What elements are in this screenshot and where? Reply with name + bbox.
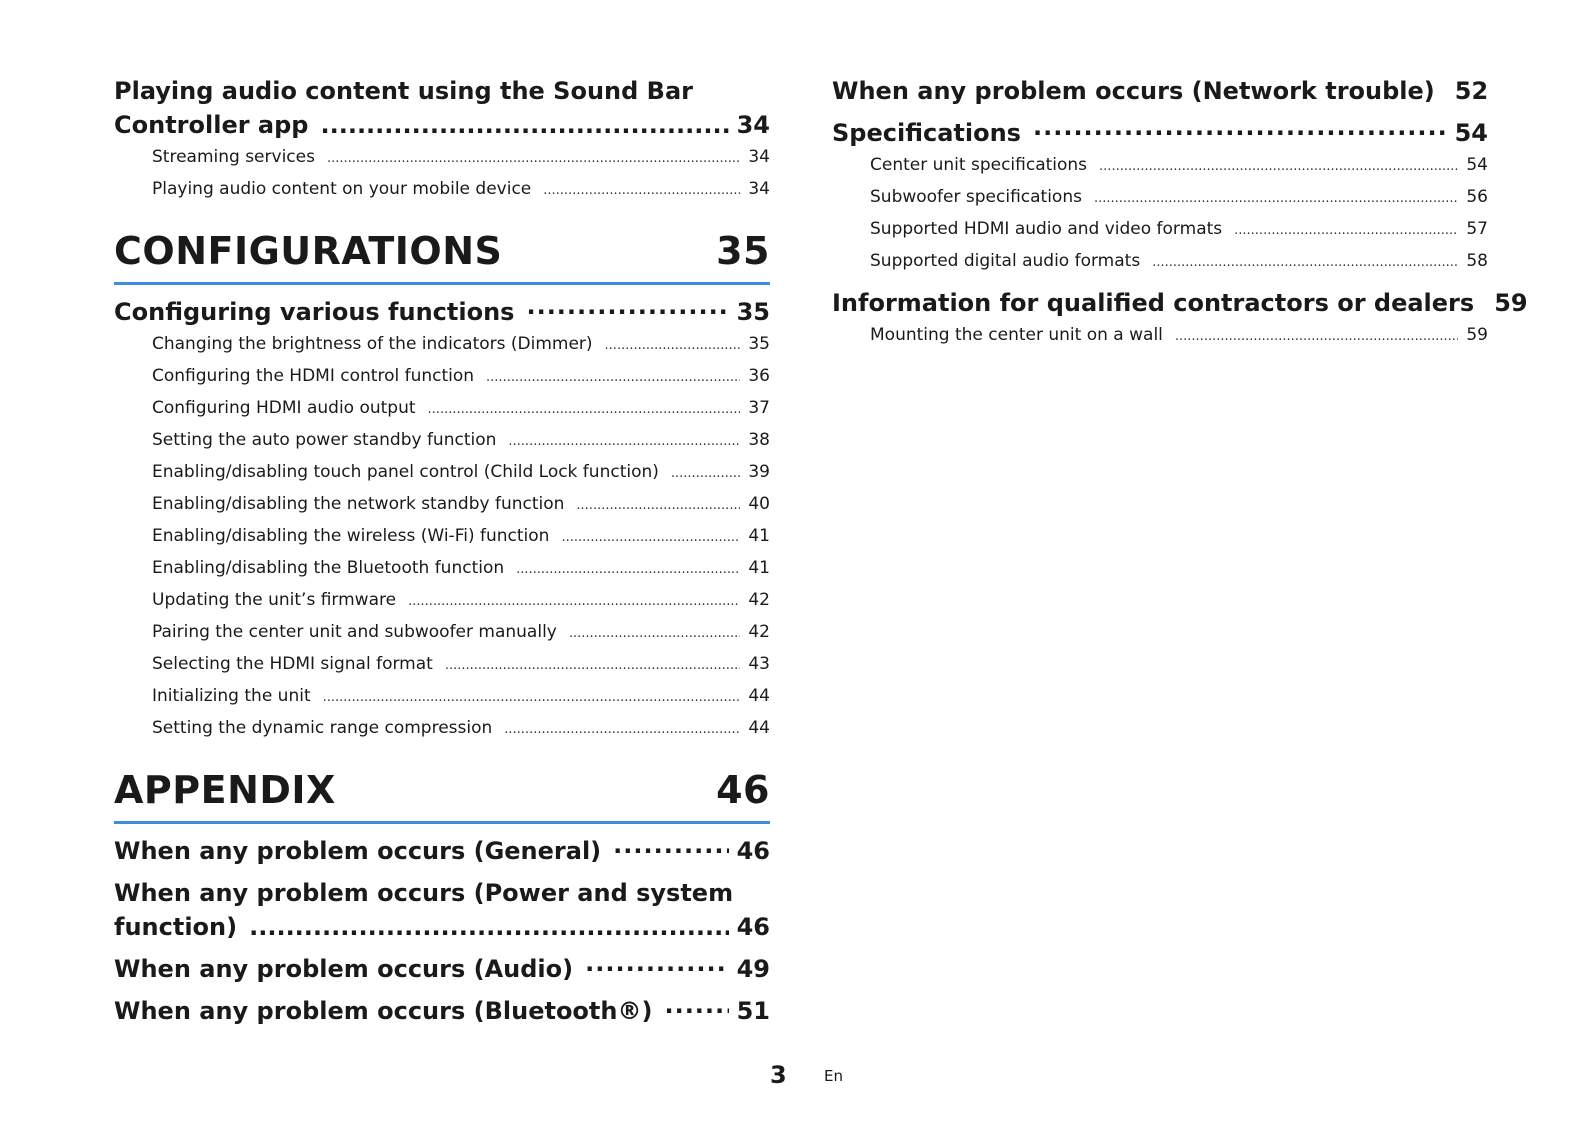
toc-subentry[interactable]: Configuring HDMI audio output ..... 37 (114, 393, 770, 425)
dot-leader (1099, 151, 1458, 182)
toc-subentry[interactable]: Setting the auto power standby function ..... 38 (114, 425, 770, 457)
dot-leader (585, 952, 728, 986)
dot-leader (516, 554, 740, 585)
section-page: 46 (716, 768, 770, 812)
toc-left-column (114, 74, 770, 1028)
toc-entry-sound-bar-controller[interactable] (114, 74, 770, 142)
dot-leader (671, 458, 740, 489)
toc-subentry[interactable]: Enabling/disabling the network standby function ..... 40 (114, 489, 770, 521)
toc-entry-specifications[interactable]: Specifications ····· 54 (832, 116, 1488, 150)
dot-leader (327, 143, 740, 174)
dot-leader (508, 426, 740, 457)
dot-leader (576, 490, 740, 521)
toc-subentry[interactable]: Subwoofer specifications ..... 56 (832, 182, 1488, 214)
language-label: En (824, 1067, 843, 1085)
dot-leader (323, 682, 741, 713)
toc-entry-title-line1: Playing audio content using the Sound Bar (114, 77, 693, 105)
toc-subentry[interactable]: Enabling/disabling the wireless (Wi-Fi) function ..... 41 (114, 521, 770, 553)
toc-entry-problem-general[interactable]: When any problem occurs (General) ····· 46 (114, 834, 770, 868)
section-heading-appendix[interactable] (114, 767, 770, 813)
toc-entry-title-line2: Controller app (114, 111, 309, 139)
dot-leader (1234, 215, 1458, 246)
toc-subentry[interactable]: Enabling/disabling the Bluetooth function ..... 41 (114, 553, 770, 585)
dot-leader (486, 362, 740, 393)
dot-leader (1175, 321, 1458, 352)
dot-leader (504, 714, 740, 745)
toc-subentry[interactable]: Updating the unit’s firmware ..... 42 (114, 585, 770, 617)
toc-subentry[interactable]: Playing audio content on your mobile device ..... 34 (114, 174, 770, 206)
dot-leader (320, 108, 728, 142)
section-heading-configurations[interactable] (114, 228, 770, 274)
dot-leader (1152, 247, 1458, 278)
dot-leader (569, 618, 741, 649)
section-page: 35 (716, 229, 770, 273)
dot-leader (605, 330, 741, 361)
dot-leader (561, 522, 740, 553)
toc-right-column (832, 74, 1528, 352)
toc-entry-problem-power[interactable]: When any problem occurs (Power and system function) ..... 46 (114, 876, 770, 944)
toc-entry-information-dealers[interactable]: Information for qualified contractors or dealers 59 (832, 289, 1528, 317)
toc-entry-page: 34 (736, 111, 770, 139)
toc-entry-problem-bluetooth[interactable]: When any problem occurs (Bluetooth®) ····· 51 (114, 994, 770, 1028)
toc-subentry[interactable]: Supported digital audio formats ..... 58 (832, 246, 1488, 278)
dot-leader (543, 175, 740, 206)
dot-leader (526, 295, 728, 329)
toc-entry-problem-audio[interactable]: When any problem occurs (Audio) ····· 49 (114, 952, 770, 986)
dot-leader (408, 586, 740, 617)
toc-entry-configuring-functions[interactable]: Configuring various functions ····· 35 (114, 295, 770, 329)
dot-leader (445, 650, 741, 681)
page-number: 3 (770, 1061, 787, 1089)
toc-subentry[interactable]: Enabling/disabling touch panel control (Child Lock function) ..... 39 (114, 457, 770, 489)
dot-leader (613, 834, 728, 868)
toc-subentry[interactable]: Configuring the HDMI control function ..... 36 (114, 361, 770, 393)
toc-entry-problem-network[interactable]: When any problem occurs (Network trouble) 52 (832, 77, 1489, 105)
toc-subentry[interactable]: Selecting the HDMI signal format ..... 43 (114, 649, 770, 681)
toc-subentry[interactable]: Pairing the center unit and subwoofer manually ..... 42 (114, 617, 770, 649)
toc-subentry[interactable]: Initializing the unit ..... 44 (114, 681, 770, 713)
dot-leader (1094, 183, 1458, 214)
toc-subentry[interactable]: Supported HDMI audio and video formats ..... 57 (832, 214, 1488, 246)
dot-leader (428, 394, 741, 425)
section-divider (114, 821, 770, 824)
toc-subentry[interactable]: Changing the brightness of the indicators (Dimmer) ..... 35 (114, 329, 770, 361)
section-title: APPENDIX (114, 768, 336, 812)
toc-subentry[interactable]: Streaming services ..... 34 (114, 142, 770, 174)
toc-subentry[interactable]: Center unit specifications ..... 54 (832, 150, 1488, 182)
dot-leader (1033, 116, 1447, 150)
toc-subentry[interactable]: Setting the dynamic range compression ..... 44 (114, 713, 770, 745)
section-divider (114, 282, 770, 285)
dot-leader (664, 994, 728, 1028)
toc-subentry[interactable]: Mounting the center unit on a wall ..... 59 (832, 320, 1488, 352)
section-title: CONFIGURATIONS (114, 229, 503, 273)
dot-leader (249, 910, 729, 944)
